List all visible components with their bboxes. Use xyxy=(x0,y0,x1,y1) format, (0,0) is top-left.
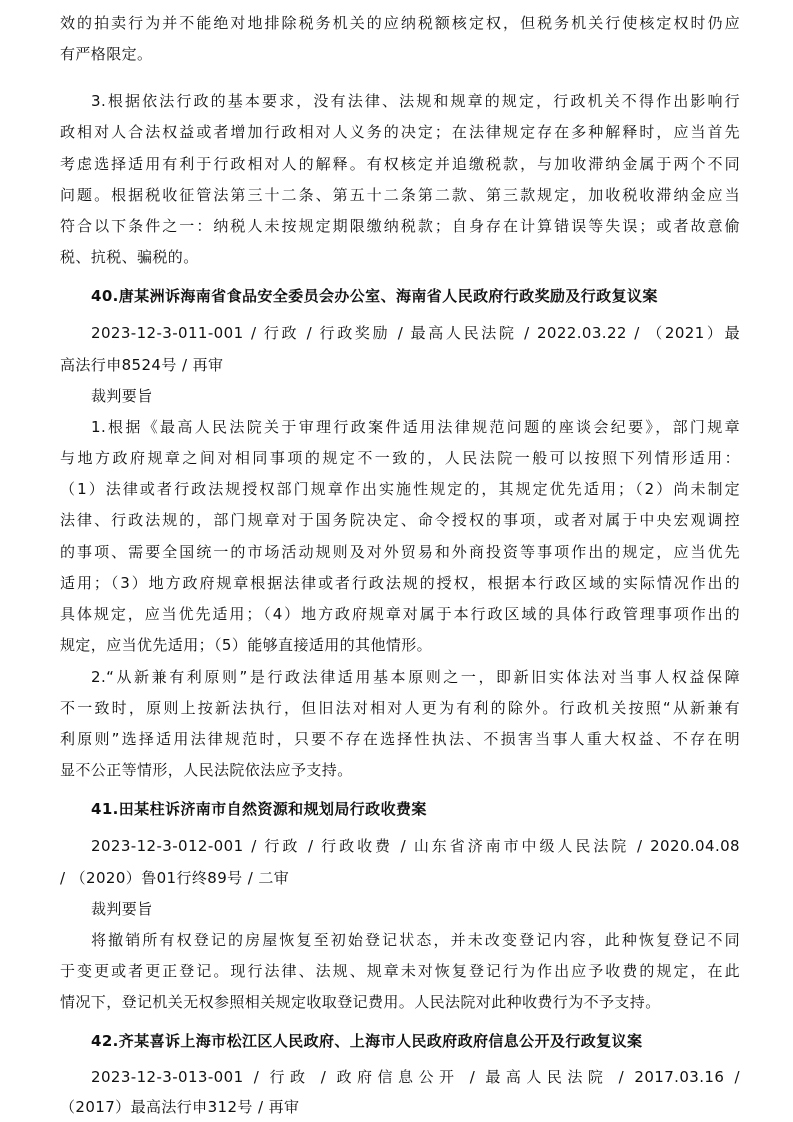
paragraph-line: 不一致时，原则上按新法执行，但旧法对相对人更为有利的除外。行政机关按照“从新兼有 xyxy=(60,699,740,717)
paragraph-line: 利原则”选择适用法律规范时，只要不存在选择性执法、不损害当事人重大权益、不存在明 xyxy=(60,730,740,748)
paragraph-line: 3.根据依法行政的基本要求，没有法律、法规和规章的规定，行政机关不得作出影响行 xyxy=(91,92,740,110)
case-meta: （2017）最高法行申312号 / 再审 xyxy=(60,1098,300,1116)
paragraph-line: 与地方政府规章之间对相同事项的规定不一致的，人民法院一般可以按照下列情形适用： xyxy=(60,449,740,467)
case-meta: 高法行申8524号 / 再审 xyxy=(60,356,224,374)
paragraph-line: （1）法律或者行政法规授权部门规章作出实施性规定的，其规定优先适用；（2）尚未制定 xyxy=(60,480,740,498)
paragraph-line: 具体规定，应当优先适用；（4）地方政府规章对属于本行政区域的具体行政管理事项作出的 xyxy=(60,605,740,623)
paragraph-line: 的事项、需要全国统一的市场活动规则及对外贸易和外商投资等事项作出的规定，应当优先 xyxy=(60,543,740,561)
paragraph-line: 法律、行政法规的，部门规章对于国务院决定、命令授权的事项，或者对属于中央宏观调控 xyxy=(60,511,740,529)
paragraph-line: 政相对人合法权益或者增加行政相对人义务的决定；在法律规定存在多种解释时，应当首先 xyxy=(60,123,740,141)
case-meta: 2023-12-3-013-001 / 行政 / 政府信息公开 / 最高人民法院 / 2017.03.16 / xyxy=(91,1068,740,1086)
paragraph-line: 适用；（3）地方政府规章根据法律或者行政法规的授权，根据本行政区域的实际情况作出的 xyxy=(60,574,740,592)
paragraph-line: 规定，应当优先适用；（5）能够直接适用的其他情形。 xyxy=(60,636,433,654)
paragraph-line: 考虑选择适用有利于行政相对人的解释。有权核定并追缴税款，与加收滞纳金属于两个不同 xyxy=(60,155,740,173)
paragraph-line: 于变更或者更正登记。现行法律、法规、规章未对恢复登记行为作出应予收费的规定，在此 xyxy=(60,962,740,980)
paragraph-line: 效的拍卖行为并不能绝对地排除税务机关的应纳税额核定权，但税务机关行使核定权时仍应 xyxy=(60,14,740,32)
case-meta: / （2020）鲁01行终89号 / 二审 xyxy=(60,869,290,887)
section-heading: 裁判要旨 xyxy=(91,900,153,918)
paragraph-line: 问题。根据税收征管法第三十二条、第五十二条第二款、第三款规定，加收税收滞纳金应当 xyxy=(60,186,740,204)
paragraph-line: 有严格限定。 xyxy=(60,45,153,63)
case-title: 40.唐某洲诉海南省食品安全委员会办公室、海南省人民政府行政奖励及行政复议案 xyxy=(91,287,658,305)
paragraph-line: 符合以下条件之一：纳税人未按规定期限缴纳税款；自身存在计算错误等失误；或者故意偷 xyxy=(60,217,740,235)
paragraph-line: 将撤销所有权登记的房屋恢复至初始登记状态，并未改变登记内容，此种恢复登记不同 xyxy=(91,931,740,949)
paragraph-line: 2.“从新兼有利原则”是行政法律适用基本原则之一，即新旧实体法对当事人权益保障 xyxy=(91,668,740,686)
paragraph-line: 情况下，登记机关无权参照相关规定收取登记费用。人民法院对此种收费行为不予支持。 xyxy=(60,993,661,1011)
paragraph-line: 税、抗税、骗税的。 xyxy=(60,248,199,266)
case-title: 42.齐某喜诉上海市松江区人民政府、上海市人民政府政府信息公开及行政复议案 xyxy=(91,1032,643,1050)
case-meta: 2023-12-3-011-001 / 行政 / 行政奖励 / 最高人民法院 / 2022.03.22 / （2021）最 xyxy=(91,324,740,342)
section-heading: 裁判要旨 xyxy=(91,387,153,405)
paragraph-line: 1.根据《最高人民法院关于审理行政案件适用法律规范问题的座谈会纪要》，部门规章 xyxy=(91,418,740,436)
case-title: 41.田某柱诉济南市自然资源和规划局行政收费案 xyxy=(91,800,427,818)
paragraph-line: 显不公正等情形，人民法院依法应予支持。 xyxy=(60,761,353,779)
case-meta: 2023-12-3-012-001 / 行政 / 行政收费 / 山东省济南市中级人民法院 / 2020.04.08 xyxy=(91,837,740,855)
